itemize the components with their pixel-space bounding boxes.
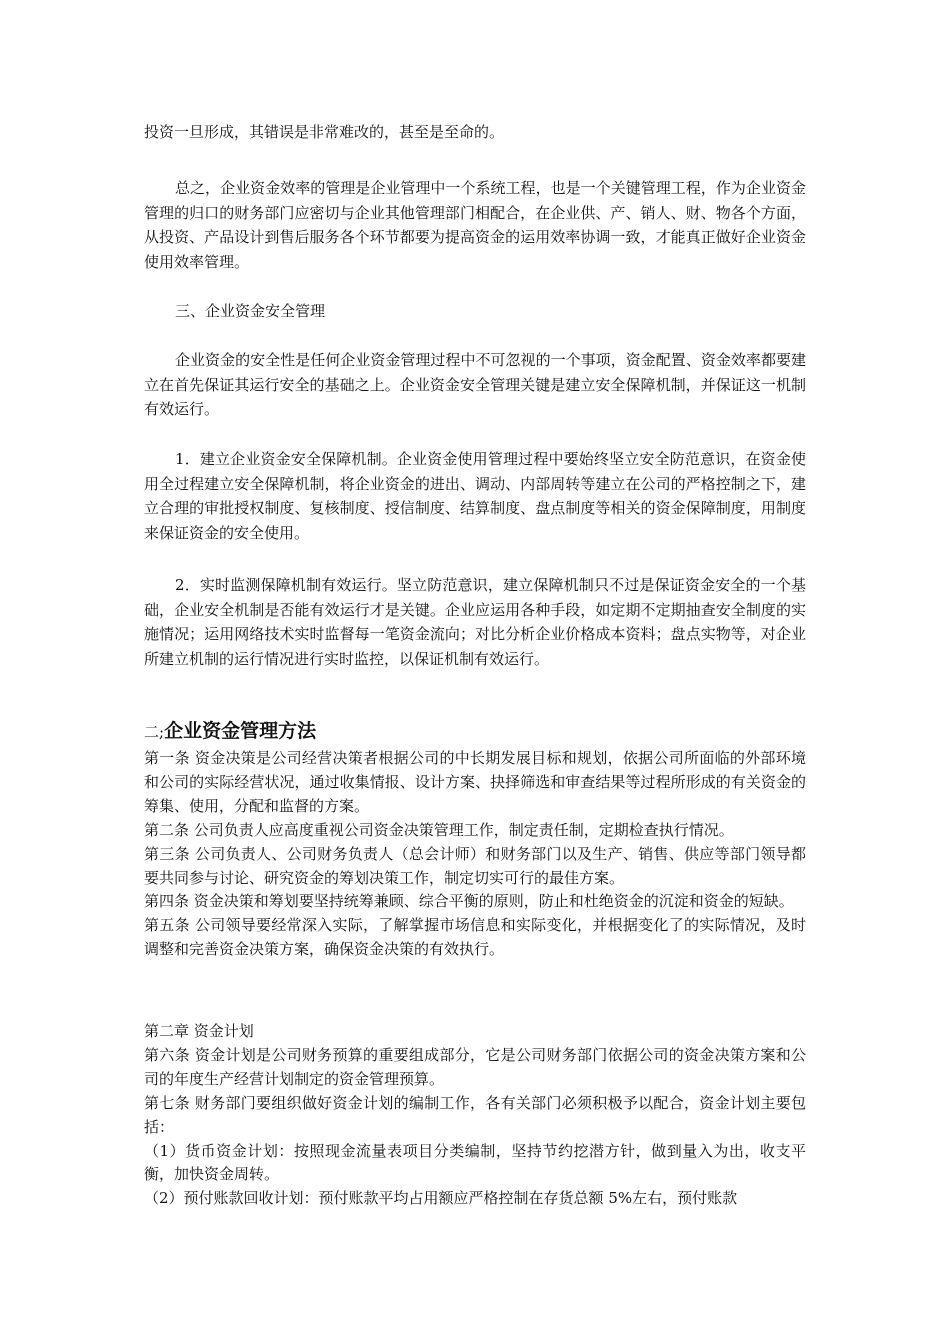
article-5: 第五条 公司领导要经常深入实际，了解掌握市场信息和实际变化，并根据变化了的实际情况，及时调整和完善资金决策方案，确保资金决策的有效执行。 [144, 916, 806, 959]
section-3-title: 三、企业资金安全管理 [175, 302, 326, 320]
methods-heading-text: 企业资金管理方法 [164, 720, 317, 742]
methods-heading [144, 718, 806, 745]
methods-heading-prefix: 二; [144, 723, 165, 741]
plan-item-2: （2）预付账款回收计划：预付账款平均占用额应严格控制在存货总额 5%左右，预付账款 [144, 1189, 738, 1208]
section-3-item-2: 2．实时监测保障机制有效运行。坚立防范意识，建立保障机制只不过是保证资金安全的一个基础，企业安全机制是否能有效运行才是关键。企业应运用各种手段，如定期不定期抽查安全制度的实施情况；运用网络技术实时监督每一笔资金流向；对比分析企业价格成本资料；盘点实物等，对企业所建立机制的运行情况进行实时监控，以保证机制有效运行。 [144, 576, 806, 668]
article-7: 第七条 财务部门要组织做好资金计划的编制工作，各有关部门必须积极予以配合，资金计划主要包括： [144, 1093, 806, 1136]
section-3-item-1: 1．建立企业资金安全保障机制。企业资金使用管理过程中要始终坚立安全防范意识，在资金使用全过程建立安全保障机制，将企业资金的进出、调动、内部周转等建立在公司的严格控制之下，建立合理的审批授权制度、复核制度、授信制度、结算制度、盘点制度等相关的资金保障制度，用制度来保证资金的安全使用。 [144, 450, 806, 542]
section-3-intro-paragraph: 企业资金的安全性是任何企业资金管理过程中不可忽视的一个事项，资金配置、资金效率都要建立在首先保证其运行安全的基础之上。企业资金安全管理关键是建立安全保障机制，并保证这一机制有效运行。 [144, 351, 806, 418]
article-1: 第一条 资金决策是公司经营决策者根据公司的中长期发展目标和规划，依据公司所面临的外部环境和公司的实际经营状况，通过收集情报、设计方案、抉择筛选和审查结果等过程所形成的有关资金的筹集、使用，分配和监督的方案。 [144, 749, 806, 815]
article-2: 第二条 公司负责人应高度重视公司资金决策管理工作，制定责任制，定期检查执行情况。 [144, 820, 734, 839]
plan-item-1: （1）货币资金计划：按照现金流量表项目分类编制，坚持节约挖潜方针，做到量入为出，收支平衡，加快资金周转。 [144, 1141, 806, 1184]
article-4: 第四条 资金决策和筹划要坚持统筹兼顾、综合平衡的原则，防止和杜绝资金的沉淀和资金的短缺。 [144, 892, 794, 911]
intro-tail-paragraph: 投资一旦形成，其错误是非常难改的，甚至是至命的。 [144, 123, 505, 141]
chapter-2-section [144, 1020, 806, 1211]
chapter-2-title: 第二章 资金计划 [144, 1022, 254, 1040]
article-3: 第三条 公司负责人、公司财务负责人（总会计师）和财务部门以及生产、销售、供应等部门领导都要共同参与讨论、研究资金的筹划决策工作，制定切实可行的最佳方案。 [144, 844, 806, 887]
articles-part-1 [144, 747, 806, 962]
article-6: 第六条 资金计划是公司财务预算的重要组成部分，它是公司财务部门依据公司的资金决策方案和公司的年度生产经营计划制定的资金管理预算。 [144, 1045, 806, 1088]
summary-paragraph: 总之，企业资金效率的管理是企业管理中一个系统工程，也是一个关键管理工程，作为企业资金管理的归口的财务部门应密切与企业其他管理部门相配合，在企业供、产、销人、财、物各个方面，从投资、产品设计到售后服务各个环节都要为提高资金的运用效率协调一致，才能真正做好企业资金使用效率管理。 [144, 179, 806, 271]
